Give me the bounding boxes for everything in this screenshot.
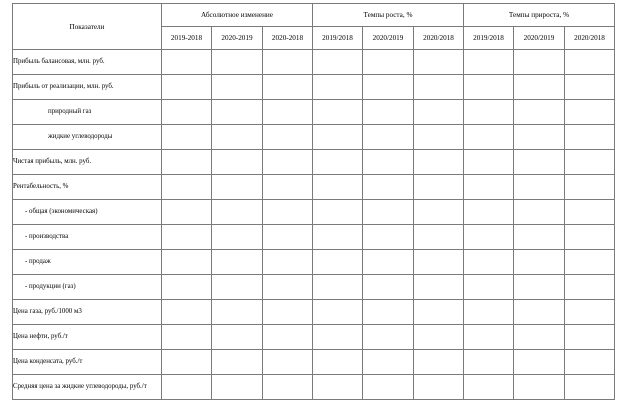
header-group-absolute-change: Абсолютное изменение bbox=[162, 4, 313, 27]
table-body bbox=[13, 50, 615, 400]
table-cell bbox=[464, 250, 514, 275]
table-cell bbox=[363, 225, 414, 250]
row-label: - продукции (газ) bbox=[13, 275, 162, 300]
table-cell bbox=[313, 200, 363, 225]
table-cell bbox=[363, 150, 414, 175]
header-period: 2020-2018 bbox=[263, 27, 313, 50]
table-cell bbox=[212, 375, 263, 400]
table-cell bbox=[464, 225, 514, 250]
table-cell bbox=[414, 275, 464, 300]
table-cell bbox=[263, 225, 313, 250]
table-cell bbox=[313, 250, 363, 275]
table-cell bbox=[565, 75, 615, 100]
table-cell bbox=[313, 50, 363, 75]
table-cell bbox=[263, 300, 313, 325]
indicators-table bbox=[12, 3, 615, 400]
table-cell bbox=[565, 50, 615, 75]
table-cell bbox=[414, 100, 464, 125]
table-cell bbox=[162, 325, 212, 350]
table-cell bbox=[162, 225, 212, 250]
row-label: Рентабельность, % bbox=[13, 175, 162, 200]
row-label: Цена нефти, руб./т bbox=[13, 325, 162, 350]
table-cell bbox=[514, 250, 565, 275]
table-cell bbox=[464, 150, 514, 175]
table-cell bbox=[212, 75, 263, 100]
table-cell bbox=[414, 350, 464, 375]
table-cell bbox=[514, 150, 565, 175]
table-cell bbox=[212, 325, 263, 350]
table-cell bbox=[514, 325, 565, 350]
table-cell bbox=[162, 50, 212, 75]
table-cell bbox=[212, 250, 263, 275]
table-cell bbox=[313, 125, 363, 150]
table-cell bbox=[212, 125, 263, 150]
table-cell bbox=[313, 100, 363, 125]
table-row bbox=[13, 75, 615, 100]
table-cell bbox=[464, 275, 514, 300]
table-row bbox=[13, 350, 615, 375]
table-cell bbox=[162, 150, 212, 175]
header-period: 2019/2018 bbox=[464, 27, 514, 50]
table-cell bbox=[514, 375, 565, 400]
table-cell bbox=[212, 150, 263, 175]
table-cell bbox=[565, 175, 615, 200]
table-row bbox=[13, 300, 615, 325]
table-cell bbox=[162, 100, 212, 125]
table-cell bbox=[212, 350, 263, 375]
table-cell bbox=[514, 350, 565, 375]
table-cell bbox=[363, 250, 414, 275]
table-cell bbox=[464, 375, 514, 400]
table-cell bbox=[464, 200, 514, 225]
table-row bbox=[13, 250, 615, 275]
table-cell bbox=[313, 275, 363, 300]
header-period: 2019/2018 bbox=[313, 27, 363, 50]
table-cell bbox=[464, 125, 514, 150]
table-cell bbox=[263, 100, 313, 125]
table-cell bbox=[565, 200, 615, 225]
table-cell bbox=[464, 50, 514, 75]
header-period: 2020-2019 bbox=[212, 27, 263, 50]
table-cell bbox=[263, 50, 313, 75]
row-label: Прибыль от реализации, млн. руб. bbox=[13, 75, 162, 100]
table-cell bbox=[263, 75, 313, 100]
table-cell bbox=[514, 125, 565, 150]
table-row bbox=[13, 175, 615, 200]
table-cell bbox=[313, 150, 363, 175]
table-row bbox=[13, 325, 615, 350]
table-cell bbox=[414, 250, 464, 275]
table-cell bbox=[363, 75, 414, 100]
table-cell bbox=[212, 200, 263, 225]
table-cell bbox=[414, 175, 464, 200]
table-cell bbox=[565, 325, 615, 350]
table-cell bbox=[363, 175, 414, 200]
table-cell bbox=[212, 50, 263, 75]
table-cell bbox=[414, 200, 464, 225]
header-period: 2020/2019 bbox=[363, 27, 414, 50]
table-cell bbox=[162, 375, 212, 400]
header-period: 2020/2018 bbox=[414, 27, 464, 50]
table-cell bbox=[514, 200, 565, 225]
row-label: жидкие углеводороды bbox=[13, 125, 162, 150]
table-cell bbox=[162, 250, 212, 275]
table-row bbox=[13, 150, 615, 175]
table-cell bbox=[363, 275, 414, 300]
header-group-increase-rate: Темпы прироста, % bbox=[464, 4, 615, 27]
table-cell bbox=[162, 275, 212, 300]
row-label: Прибыль балансовая, млн. руб. bbox=[13, 50, 162, 75]
table-cell bbox=[464, 300, 514, 325]
table-cell bbox=[162, 200, 212, 225]
header-row-groups bbox=[13, 4, 615, 27]
table-cell bbox=[565, 350, 615, 375]
table-cell bbox=[514, 75, 565, 100]
table-cell bbox=[162, 125, 212, 150]
table-cell bbox=[565, 275, 615, 300]
table-cell bbox=[162, 300, 212, 325]
table-cell bbox=[565, 225, 615, 250]
table-cell bbox=[464, 75, 514, 100]
table-cell bbox=[414, 75, 464, 100]
table-cell bbox=[263, 175, 313, 200]
table-cell bbox=[414, 325, 464, 350]
table-cell bbox=[414, 300, 464, 325]
header-period: 2019-2018 bbox=[162, 27, 212, 50]
row-label: - производства bbox=[13, 225, 162, 250]
table-cell bbox=[565, 125, 615, 150]
table-cell bbox=[263, 150, 313, 175]
header-indicators: Показатели bbox=[13, 4, 162, 50]
table-cell bbox=[514, 225, 565, 250]
table-cell bbox=[263, 125, 313, 150]
table-cell bbox=[514, 300, 565, 325]
table-cell bbox=[363, 325, 414, 350]
table-cell bbox=[313, 350, 363, 375]
table-cell bbox=[414, 375, 464, 400]
table-cell bbox=[565, 150, 615, 175]
table-cell bbox=[263, 250, 313, 275]
table-cell bbox=[514, 100, 565, 125]
table-cell bbox=[363, 125, 414, 150]
table-cell bbox=[414, 50, 464, 75]
table-row bbox=[13, 225, 615, 250]
table-cell bbox=[313, 325, 363, 350]
table-cell bbox=[212, 275, 263, 300]
table-cell bbox=[263, 200, 313, 225]
row-label: - продаж bbox=[13, 250, 162, 275]
table-row bbox=[13, 375, 615, 400]
table-cell bbox=[565, 250, 615, 275]
table-cell bbox=[212, 175, 263, 200]
table-cell bbox=[464, 350, 514, 375]
table-cell bbox=[565, 100, 615, 125]
table-row bbox=[13, 125, 615, 150]
table-cell bbox=[363, 100, 414, 125]
table-cell bbox=[313, 225, 363, 250]
row-label: Цена газа, руб./1000 м3 bbox=[13, 300, 162, 325]
table-cell bbox=[313, 300, 363, 325]
table-cell bbox=[212, 300, 263, 325]
table-cell bbox=[514, 175, 565, 200]
table-cell bbox=[414, 150, 464, 175]
table-cell bbox=[263, 325, 313, 350]
table-cell bbox=[212, 100, 263, 125]
table-cell bbox=[313, 175, 363, 200]
table-cell bbox=[263, 375, 313, 400]
header-group-growth-rate: Темпы роста, % bbox=[313, 4, 464, 27]
table-cell bbox=[514, 50, 565, 75]
table-cell bbox=[464, 325, 514, 350]
table-row bbox=[13, 100, 615, 125]
table-cell bbox=[263, 275, 313, 300]
table-cell bbox=[565, 375, 615, 400]
table-cell bbox=[514, 275, 565, 300]
table-cell bbox=[162, 75, 212, 100]
table-cell bbox=[464, 100, 514, 125]
header-period: 2020/2019 bbox=[514, 27, 565, 50]
row-label: Средняя цена за жидкие углеводороды, руб./т bbox=[13, 375, 162, 400]
header-period: 2020/2018 bbox=[565, 27, 615, 50]
table-cell bbox=[313, 375, 363, 400]
table-cell bbox=[414, 125, 464, 150]
table-cell bbox=[565, 300, 615, 325]
row-label: - общая (экономическая) bbox=[13, 200, 162, 225]
row-label: Чистая прибыль, млн. руб. bbox=[13, 150, 162, 175]
table-cell bbox=[313, 75, 363, 100]
table-cell bbox=[162, 175, 212, 200]
table-cell bbox=[363, 200, 414, 225]
table-row bbox=[13, 275, 615, 300]
table-cell bbox=[414, 225, 464, 250]
row-label: Цена конденсата, руб./т bbox=[13, 350, 162, 375]
table-cell bbox=[363, 350, 414, 375]
table-row bbox=[13, 200, 615, 225]
table-row bbox=[13, 50, 615, 75]
table-cell bbox=[363, 300, 414, 325]
table-cell bbox=[464, 175, 514, 200]
table-cell bbox=[162, 350, 212, 375]
table-cell bbox=[263, 350, 313, 375]
table-cell bbox=[363, 375, 414, 400]
row-label: природный газ bbox=[13, 100, 162, 125]
table-cell bbox=[363, 50, 414, 75]
table-cell bbox=[212, 225, 263, 250]
